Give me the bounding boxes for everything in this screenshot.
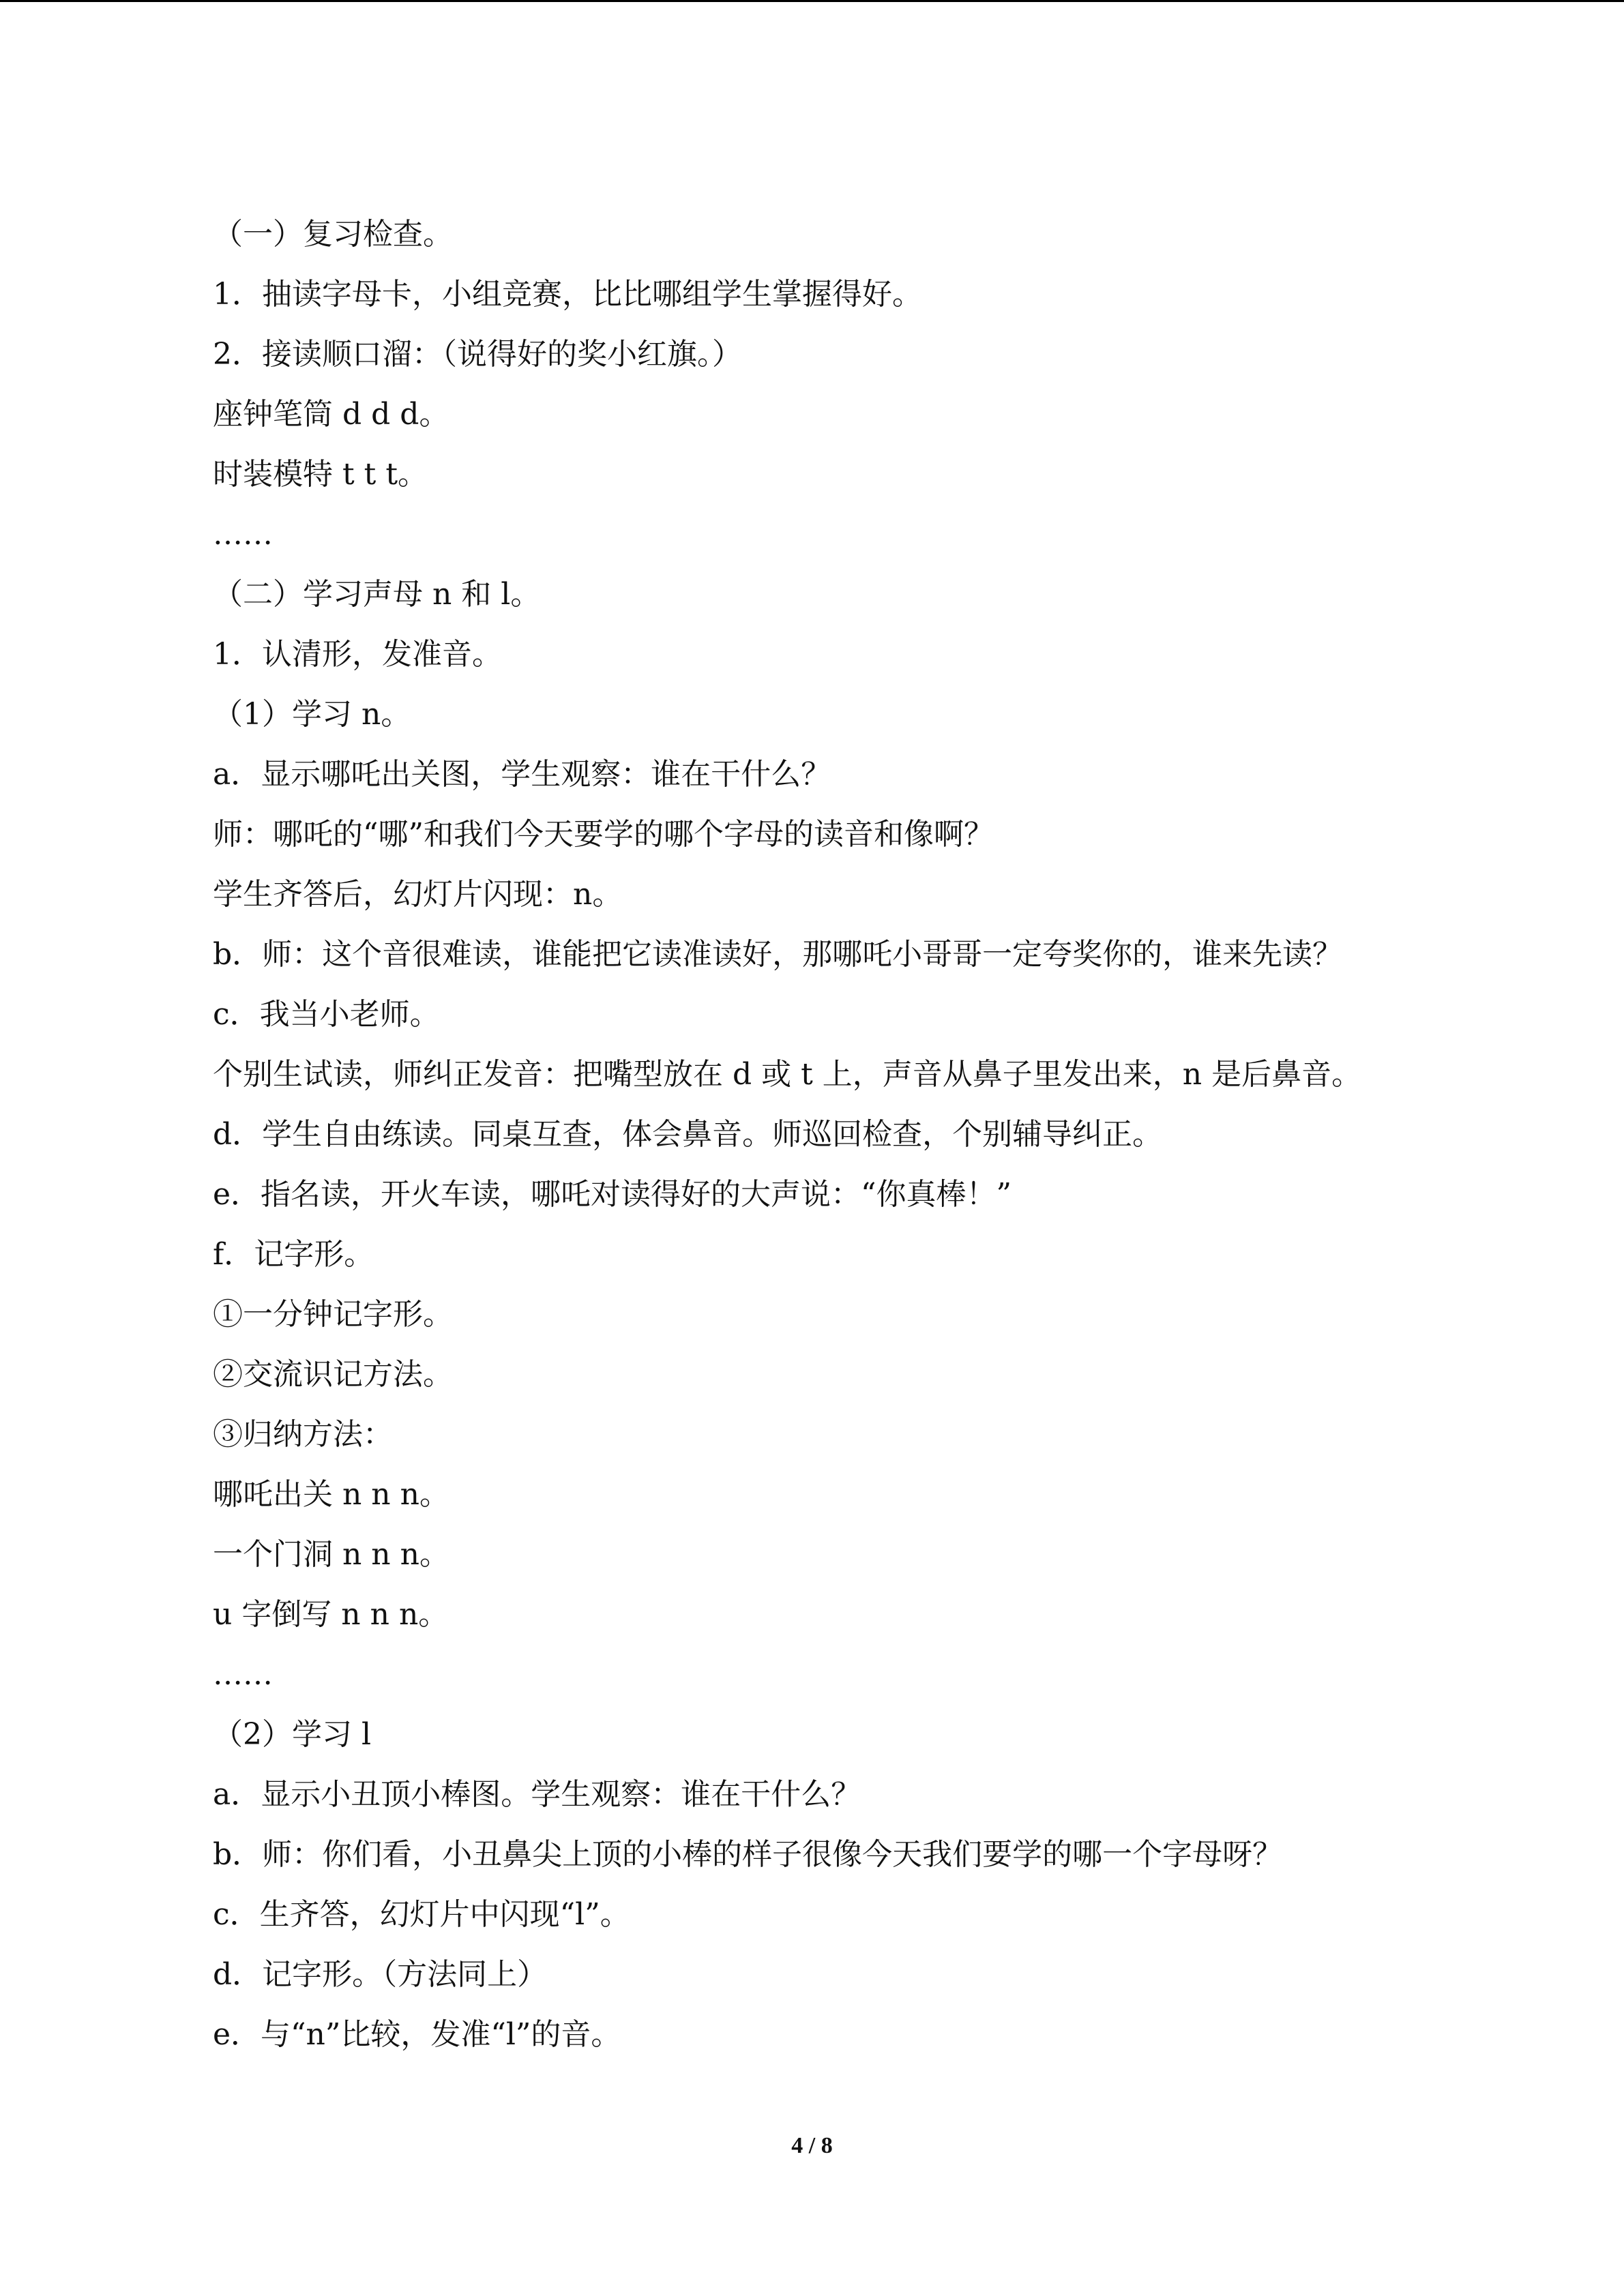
document-body [213, 205, 1441, 2065]
list-item: ②交流识记方法。 [213, 1357, 453, 1392]
section-heading: （一）复习检查。 [213, 217, 453, 252]
list-item: ①一分钟记字形。 [213, 1297, 453, 1332]
ellipsis-line: …… [213, 517, 273, 552]
paragraph-line: d．学生自由练读。同桌互查，体会鼻音。师巡回检查，个别辅导纠正。 [213, 1117, 1163, 1152]
paragraph-line: 哪吒出关 n n n。 [213, 1477, 449, 1512]
paragraph-line: 学生齐答后，幻灯片闪现：n。 [213, 877, 623, 912]
paragraph-line: b．师：你们看，小丑鼻尖上顶的小棒的样子很像今天我们要学的哪一个字母呀？ [213, 1837, 1283, 1872]
top-border-line [0, 0, 1624, 2]
paragraph-line: 座钟笔筒 d d d。 [213, 397, 449, 432]
paragraph-line: 1．认清形，发准音。 [213, 637, 502, 672]
paragraph-line: u 字倒写 n n n。 [213, 1597, 449, 1632]
section-heading: （二）学习声母 n 和 l。 [213, 577, 541, 612]
paragraph-line: 1．抽读字母卡，小组竞赛，比比哪组学生掌握得好。 [213, 277, 922, 312]
paragraph-line: 2．接读顺口溜：（说得好的奖小红旗。） [213, 337, 742, 372]
paragraph-line: e．与“n”比较，发准“l”的音。 [213, 2017, 621, 2052]
paragraph-line: f．记字形。 [213, 1237, 374, 1272]
paragraph-line: d．记字形。（方法同上） [213, 1957, 548, 1992]
paragraph-line: e．指名读，开火车读，哪吒对读得好的大声说：“你真棒！” [213, 1177, 1012, 1212]
paragraph-line: b．师：这个音很难读，谁能把它读准读好，那哪吒小哥哥一定夸奖你的，谁来先读？ [213, 937, 1343, 972]
paragraph-line: 师：哪吒的“哪”和我们今天要学的哪个字母的读音和像啊？ [213, 817, 994, 852]
paragraph-line: c．我当小老师。 [213, 997, 440, 1032]
paragraph-line: a．显示小丑顶小棒图。学生观察：谁在干什么？ [213, 1777, 861, 1812]
subsection-heading: （1）学习 n。 [213, 697, 411, 732]
paragraph-line: 一个门洞 n n n。 [213, 1537, 449, 1572]
list-item: ③归纳方法： [213, 1417, 393, 1452]
paragraph-line: 时装模特 t t t。 [213, 457, 428, 492]
paragraph-line: c．生齐答，幻灯片中闪现“l”。 [213, 1897, 630, 1932]
ellipsis-line: …… [213, 1657, 273, 1692]
paragraph-line: a．显示哪吒出关图，学生观察：谁在干什么？ [213, 757, 831, 792]
page-number: 4 / 8 [791, 2133, 833, 2158]
subsection-heading: （2）学习 l [213, 1717, 372, 1752]
paragraph-line: 个别生试读，师纠正发音：把嘴型放在 d 或 t 上，声音从鼻子里发出来，n 是后鼻音。 [213, 1057, 1362, 1092]
